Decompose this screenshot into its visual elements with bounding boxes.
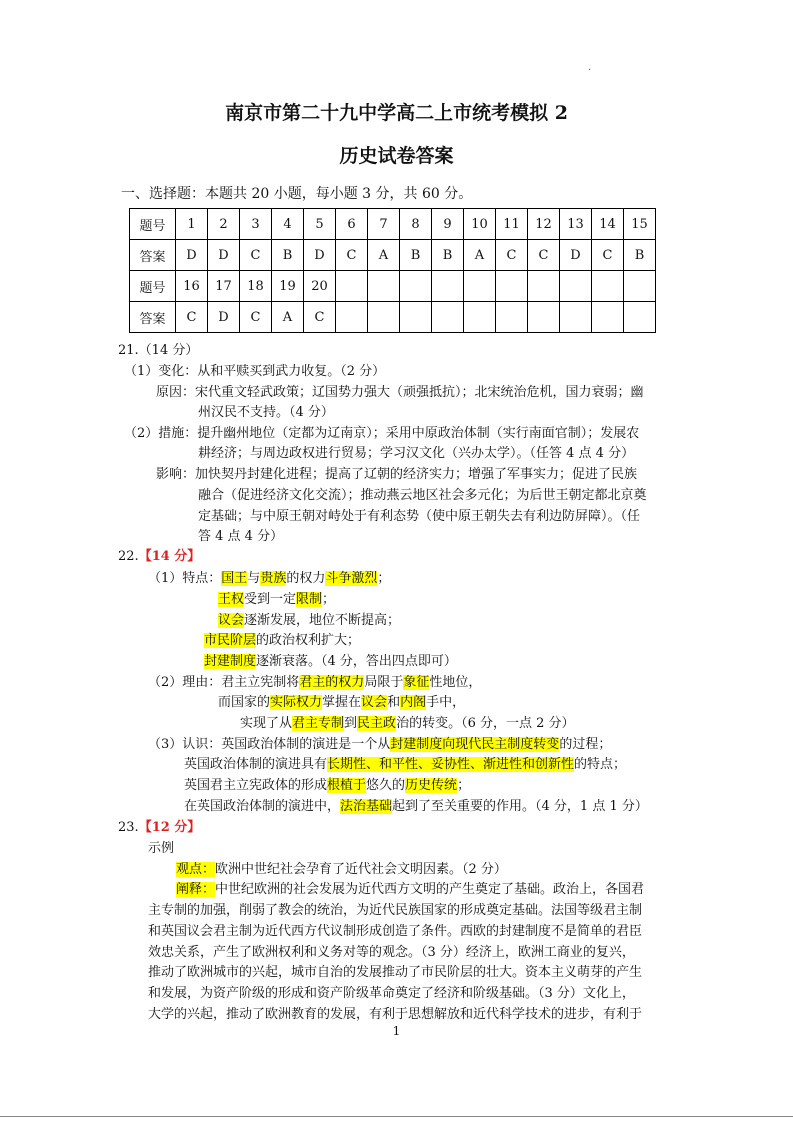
answer-table-cell: B [432,240,464,271]
answer-table-cell: 16 [176,271,208,302]
q23-explain-line: 大学的兴起，推动了欧洲教育的发展，有利于思想解放和近代科学技术的进步，有利于 [148,1007,643,1022]
q22-part3-line2: 英国政治体制的演进具有长期性、和平性、妥协性、渐进性和创新性的特点； [184,757,627,772]
answer-table-cell: 6 [336,209,368,240]
answer-table-cell [336,302,368,333]
page-number: 1 [392,1024,401,1038]
q23-explain-line: 主专制的加强，削弱了教会的统治，为近代民族国家的形成奠定基础。法国等级君主制 [148,903,643,918]
q23-explain-line1: 阐释：中世纪欧洲的社会发展为近代西方文明的产生奠定了基础。政治上，各国君 [176,882,645,897]
answer-table-cell [496,302,528,333]
answer-table-row-header: 题号 [130,209,176,240]
q21-impact-cont1: 融合（促进经济文化交流）；推动燕云地区社会多元化；为后世王朝定都北京奠 [198,488,647,503]
answer-table-cell [400,302,432,333]
answer-table-cell [432,302,464,333]
q23-heading: 23.【12 分】 [118,820,201,835]
answer-table-cell [528,271,560,302]
q22-heading: 22.【14 分】 [118,549,201,564]
q22-part2-line1: （2）理由：君主立宪制将君主的权力局限于象征性地位， [148,675,482,690]
q21-part2-cont: 耕经济；与周边政权进行贸易；学习汉文化（兴办太学）。（任答 4 点 4 分） [198,446,635,461]
q22-part1-line4: 市民阶层的政治权利扩大； [204,633,361,648]
q21-impact-cont2: 定基础；与中原王朝对峙处于有利态势（使中原王朝失去有利边防屏障）。（任 [198,509,641,524]
q22-part1-line5: 封建制度逐渐衰落。（4 分，答出四点即可） [204,654,457,669]
answer-table-cell: C [336,240,368,271]
q21-impact: 影响：加快契丹封建化进程；提高了辽朝的经济实力；增强了军事实力；促进了民族 [156,467,638,482]
answer-table-cell: 3 [240,209,272,240]
answer-table-cell [368,271,400,302]
q23-explain-line: 和英国议会君主制为近代西方代议制形成创造了条件。西欧的封建制度不是简单的君臣 [148,924,643,939]
answer-table-cell: 11 [496,209,528,240]
q22-part1-line1: （1）特点：国王与贵族的权力斗争激烈； [148,571,391,586]
answer-table-cell [496,271,528,302]
page-bottom-divider [0,1116,793,1117]
q23-example-label: 示例 [148,841,175,856]
answer-table-cell: C [304,302,336,333]
q22-part2-line2: 而国家的实际权力掌握在议会和内阁手中， [218,695,466,710]
q22-part1-line3: 议会逐渐发展，地位不断提高； [218,613,401,628]
answer-table-cell: A [272,302,304,333]
answer-table-cell: C [176,302,208,333]
answer-table-cell: C [240,240,272,271]
q22-part1-line2: 王权受到一定限制； [218,592,336,607]
q21-part1: （1）变化：从和平赎买到武力收复。（2 分） [124,364,386,379]
answer-table-cell [560,271,592,302]
q23-explain-line: 推动了欧洲城市的兴起，城市自治的发展推动了市民阶层的壮大。资本主义萌芽的产生 [148,965,643,980]
decorative-dot: . [588,62,592,73]
answer-table-cell: C [592,240,624,271]
q21-reason: 原因：宋代重文轻武政策；辽国势力强大（顽强抵抗）；北宋统治危机，国力衰弱；幽 [156,385,644,400]
answer-table [129,208,656,333]
answer-table-cell [624,302,656,333]
section-heading: 一、选择题：本题共 20 小题，每小题 3 分，共 60 分。 [121,186,473,202]
answer-table-cell: 12 [528,209,560,240]
answer-table-cell: 4 [272,209,304,240]
answer-table-cell: 13 [560,209,592,240]
answer-table-row [130,209,656,240]
answer-table-cell: D [560,240,592,271]
answer-table-cell: 9 [432,209,464,240]
answer-table-cell: 18 [240,271,272,302]
answer-table-cell [592,302,624,333]
q22-part3-line4: 在英国政治体制的演进中，法治基础起到了至关重要的作用。（4 分，1 点 1 分） [184,799,648,814]
q21-heading: 21.（14 分） [118,343,199,358]
q21-impact-cont3: 答 4 点 4 分） [198,529,284,544]
q23-explain-line: 效忠关系，产生了欧洲权利和义务对等的观念。（3 分）经济上，欧洲工商业的复兴， [148,945,635,960]
answer-table-cell: 8 [400,209,432,240]
answer-table-cell: 1 [176,209,208,240]
q21-reason-cont: 州汉民不支持。（4 分） [198,405,334,420]
answer-table-cell: B [272,240,304,271]
q22-part3-line3: 英国君主立宪政体的形成根植于悠久的历史传统； [184,778,471,793]
q22-part3-line1: （3）认识：英国政治体制的演进是一个从封建制度向现代民主制度转变的过程； [148,737,612,752]
answer-table-cell: 5 [304,209,336,240]
answer-table-cell: 17 [208,271,240,302]
answer-table-cell: B [400,240,432,271]
answer-table-cell: 20 [304,271,336,302]
answer-table-row-header: 题号 [130,271,176,302]
answer-table-cell: 15 [624,209,656,240]
answer-table-cell [464,302,496,333]
answer-table-cell: 7 [368,209,400,240]
answer-table-cell: C [496,240,528,271]
answer-table-cell [592,271,624,302]
answer-table-cell [336,271,368,302]
answer-table-row [130,302,656,333]
q22-part2-line3: 实现了从君主专制到民主政治的转变。（6 分，一点 2 分） [240,716,575,731]
answer-table-cell: D [176,240,208,271]
answer-table-cell: 14 [592,209,624,240]
answer-table-cell: 19 [272,271,304,302]
answer-table-cell: D [208,240,240,271]
q21-part2: （2）措施：提升幽州地位（定都为辽南京）；采用中原政治体制（实行南面官制）；发展农 [124,426,640,441]
answer-table-cell: D [208,302,240,333]
answer-table-cell: A [464,240,496,271]
q23-explain-line: 和发展，为资产阶级的形成和资产阶级革命奠定了经济和阶级基础。（3 分）文化上， [148,986,635,1001]
answer-table-cell [464,271,496,302]
answer-table-cell: 2 [208,209,240,240]
answer-table-cell [560,302,592,333]
page-subtitle: 历史试卷答案 [339,145,454,167]
answer-table-row-header: 答案 [130,302,176,333]
answer-table-cell [400,271,432,302]
answer-table-cell: C [240,302,272,333]
answer-table-cell [432,271,464,302]
page-title: 南京市第二十九中学高二上市统考模拟 2 [225,102,568,124]
answer-table-cell [368,302,400,333]
answer-table-row [130,271,656,302]
answer-table-row-header: 答案 [130,240,176,271]
answer-table-cell: D [304,240,336,271]
answer-table-cell [528,302,560,333]
answer-table-cell: A [368,240,400,271]
answer-table-cell: 10 [464,209,496,240]
answer-table-cell: B [624,240,656,271]
answer-table-cell [624,271,656,302]
answer-table-cell: C [528,240,560,271]
answer-table-row [130,240,656,271]
q23-viewpoint: 观点：欧洲中世纪社会孕育了近代社会文明因素。（2 分） [176,862,507,877]
